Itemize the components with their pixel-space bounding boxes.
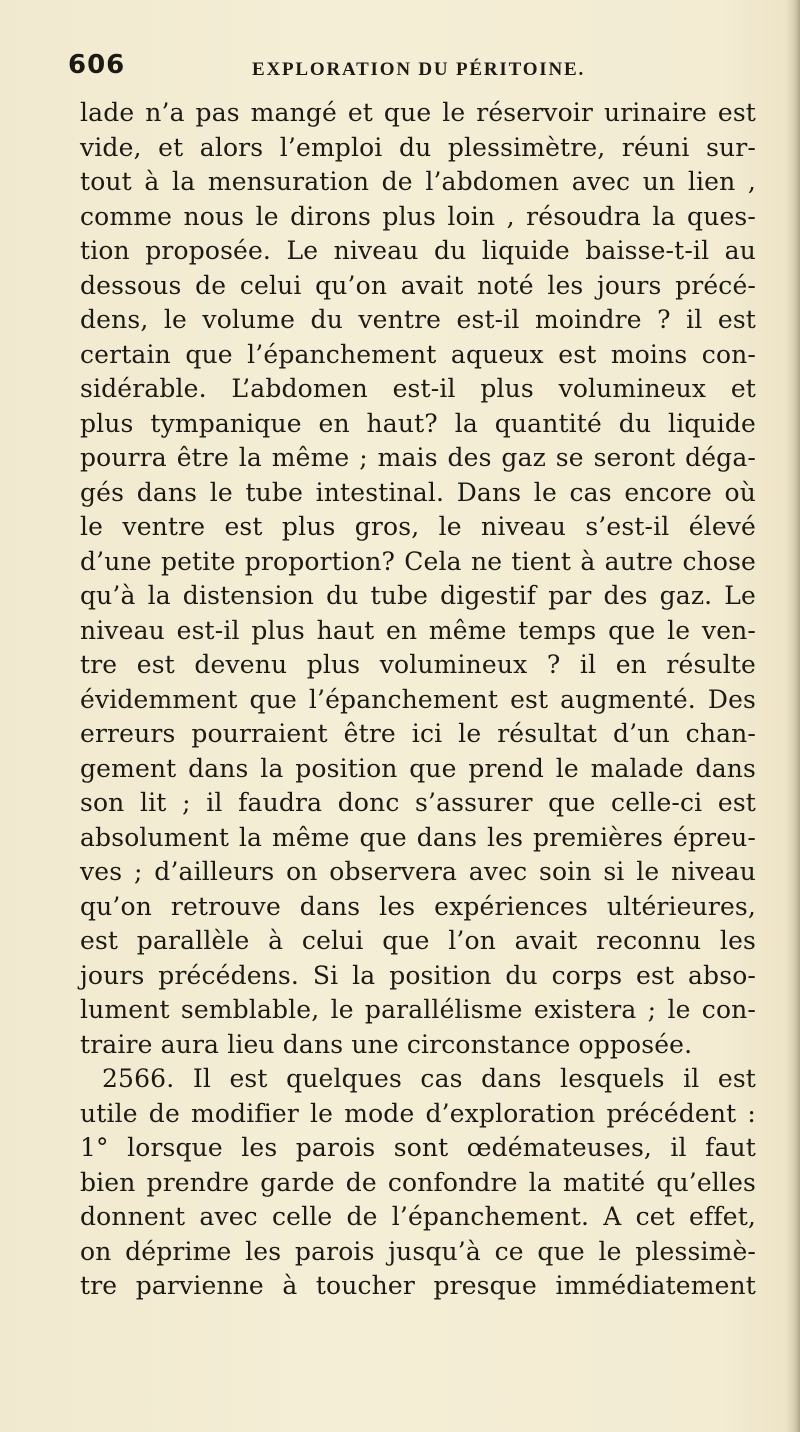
text-line: bien prendre garde de confondre la matité qu’elles (80, 1167, 756, 1197)
text-line: niveau est-il plus haut en même temps que le ven- (80, 615, 756, 645)
text-line: qu’à la distension du tube digestif par des gaz. Le (80, 581, 756, 610)
page-header (68, 46, 748, 86)
text-line: absolument la même que dans les premières épreu- (80, 822, 756, 852)
text-line: plus tympanique en haut? la quantité du liquide (80, 408, 756, 438)
text-line: on déprime les parois jusqu’à ce que le plessimè- (80, 1236, 756, 1266)
text-line: vide, et alors l’emploi du plessimètre, réuni sur- (80, 132, 756, 162)
paragraph-end-line: traire aura lieu dans une circonstance opposée. (80, 1029, 693, 1059)
text-line: le ventre est plus gros, le niveau s’est-il élevé (80, 512, 756, 541)
text-line: tout à la mensuration de l’abdomen avec un lien , (80, 167, 756, 196)
text-line: son lit ; il faudra donc s’assurer que celle-ci est (80, 788, 756, 817)
text-line: jours précédens. Si la position du corps est abso- (80, 960, 756, 990)
text-line: est parallèle à celui que l’on avait reconnu les (80, 926, 756, 955)
text-line: tion proposée. Le niveau du liquide baisse-t-il au (80, 236, 756, 265)
text-line: 1° lorsque les parois sont œdémateuses, il faut (80, 1133, 756, 1162)
text-line: sidérable. L’abdomen est-il plus volumineux et (80, 374, 756, 403)
text-line: comme nous le dirons plus loin , résoudra la ques- (80, 201, 756, 231)
text-line: gement dans la position que prend le malade dans (80, 753, 756, 783)
text-line: ves ; d’ailleurs on observera avec soin si le niveau (80, 857, 756, 886)
running-head: EXPLORATION DU PÉRITOINE. (252, 59, 586, 80)
page-number: 606 (68, 50, 126, 80)
text-line: tre parvienne à toucher presque immédiatement (80, 1271, 756, 1300)
text-line: gés dans le tube intestinal. Dans le cas encore où (80, 477, 756, 507)
text-line: lade n’a pas mangé et que le réservoir urinaire est (80, 98, 756, 127)
text-line: utile de modifier le mode d’exploration précédent : (80, 1098, 756, 1128)
text-line: dens, le volume du ventre est-il moindre ? il est (80, 305, 756, 334)
text-line: tre est devenu plus volumineux ? il en résulte (80, 650, 756, 679)
section-start-line: 2566. Il est quelques cas dans lesquels il est (102, 1064, 756, 1093)
page-edge-shadow (786, 0, 800, 1432)
text-line: qu’on retrouve dans les expériences ultérieures, (80, 891, 756, 921)
text-line: lument semblable, le parallélisme existera ; le con- (80, 995, 756, 1024)
text-line: donnent avec celle de l’épanchement. A cet effet, (80, 1202, 756, 1231)
text-line: certain que l’épanchement aqueux est moins con- (80, 339, 756, 369)
body-text (80, 96, 756, 1304)
text-line: évidemment que l’épanchement est augmenté. Des (80, 684, 756, 714)
text-line: erreurs pourraient être ici le résultat d’un chan- (80, 719, 756, 748)
text-line: d’une petite proportion? Cela ne tient à autre chose (80, 546, 756, 576)
text-line: dessous de celui qu’on avait noté les jours précé- (80, 270, 756, 300)
text-line: pourra être la même ; mais des gaz se seront déga- (80, 443, 756, 472)
